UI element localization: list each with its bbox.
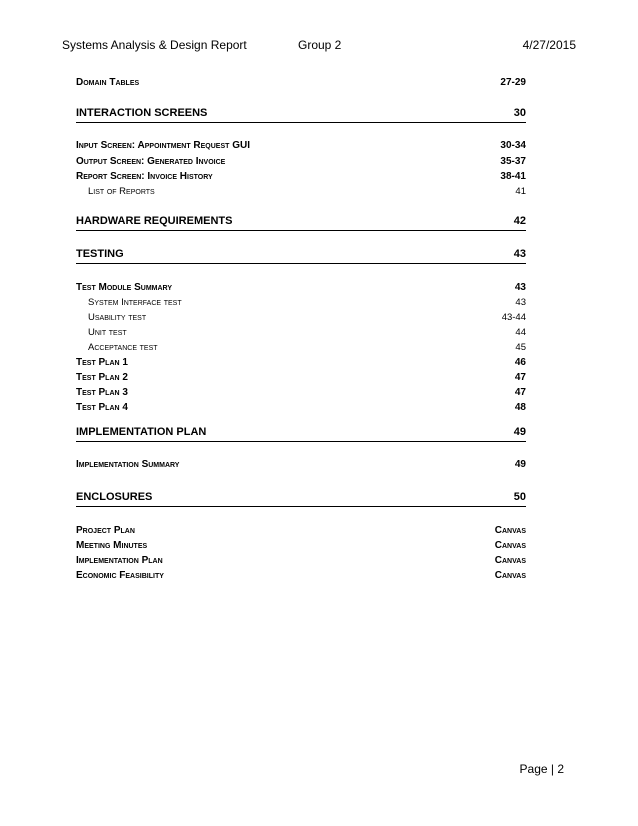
toc-entry — [76, 491, 526, 507]
toc-entry — [76, 248, 526, 264]
toc-entry-title: Output Screen: Generated Invoice — [76, 156, 226, 167]
toc-entry-title: Report Screen: Invoice History — [76, 171, 213, 182]
toc-entry — [76, 525, 526, 539]
toc-entry-page: 43 — [515, 297, 526, 308]
toc-entry — [76, 555, 526, 569]
toc-entry-title: Test Plan 3 — [76, 387, 128, 398]
toc-entry-page: 46 — [514, 357, 526, 368]
toc-entry-title: Input Screen: Appointment Request GUI — [76, 140, 250, 151]
toc-entry — [76, 297, 526, 311]
toc-entry-title: Implementation Summary — [76, 459, 180, 470]
page-number: Page | 2 — [519, 762, 564, 776]
toc-entry — [76, 357, 526, 371]
toc-entry — [76, 156, 526, 170]
toc-entry-title: ENCLOSURES — [76, 491, 153, 503]
toc-entry-page: 30-34 — [500, 140, 526, 151]
toc-entry-title: List of Reports — [88, 186, 155, 197]
toc-entry-page: 47 — [514, 387, 526, 398]
report-date: 4/27/2015 — [522, 38, 576, 52]
toc-entry — [76, 387, 526, 401]
toc-entry — [76, 540, 526, 554]
toc-entry-title: Project Plan — [76, 525, 135, 536]
toc-entry-page: 27-29 — [500, 77, 526, 88]
toc-entry-page: 42 — [513, 215, 526, 227]
toc-entry-title: Meeting Minutes — [76, 540, 148, 551]
toc-entry-title: Test Plan 4 — [76, 402, 128, 413]
toc-entry-page: 43 — [514, 282, 526, 293]
toc-entry-title: INTERACTION SCREENS — [76, 107, 208, 119]
toc-entry-page: 47 — [514, 372, 526, 383]
toc-entry-page: 38-41 — [500, 171, 526, 182]
toc-entry — [76, 77, 526, 91]
toc-entry-title: Test Module Summary — [76, 282, 173, 293]
toc-entry-page: 49 — [514, 459, 526, 470]
toc-entry — [76, 570, 526, 584]
toc-entry-title: Test Plan 2 — [76, 372, 128, 383]
toc-entry-title: HARDWARE REQUIREMENTS — [76, 215, 233, 227]
toc-entry-page: 35-37 — [500, 156, 526, 167]
toc-entry — [76, 107, 526, 123]
toc-entry — [76, 282, 526, 296]
toc-entry — [76, 186, 526, 200]
toc-entry-title: IMPLEMENTATION PLAN — [76, 426, 207, 438]
toc-entry-page: 50 — [513, 491, 526, 503]
page-header — [62, 38, 576, 54]
toc-entry-title: Unit test — [88, 327, 127, 338]
toc-entry-title: TESTING — [76, 248, 124, 260]
toc-entry — [76, 372, 526, 386]
toc-entry-title: Economic Feasibility — [76, 570, 164, 581]
toc-entry-page: 41 — [515, 186, 526, 197]
report-title: Systems Analysis & Design Report — [62, 38, 247, 52]
toc-entry-page: 30 — [513, 107, 526, 119]
toc-entry-title: System Interface test — [88, 297, 182, 308]
toc-entry-page: 49 — [513, 426, 526, 438]
toc-entry — [76, 402, 526, 416]
toc-entry-page: Canvas — [494, 570, 526, 581]
toc-entry-page: 45 — [515, 342, 526, 353]
toc-entry-title: Usability test — [88, 312, 147, 323]
toc-entry — [76, 459, 526, 473]
toc-entry-page: Canvas — [494, 525, 526, 536]
toc-entry-title: Acceptance test — [88, 342, 158, 353]
toc-entry-page: Canvas — [494, 555, 526, 566]
toc-entry-page: 44 — [515, 327, 526, 338]
group-name: Group 2 — [298, 38, 342, 52]
toc-entry-title: Domain Tables — [76, 77, 140, 88]
toc-entry-page: 48 — [514, 402, 526, 413]
toc-entry-title: Test Plan 1 — [76, 357, 128, 368]
toc-entry-page: 43 — [513, 248, 526, 260]
toc-entry-page: 43-44 — [501, 312, 526, 323]
toc-entry — [76, 140, 526, 154]
toc-entry — [76, 312, 526, 326]
toc-entry — [76, 215, 526, 231]
toc-entry — [76, 342, 526, 356]
toc-entry — [76, 327, 526, 341]
toc-entry — [76, 171, 526, 185]
toc-entry-page: Canvas — [494, 540, 526, 551]
toc-entry-title: Implementation Plan — [76, 555, 163, 566]
toc-entry — [76, 426, 526, 442]
